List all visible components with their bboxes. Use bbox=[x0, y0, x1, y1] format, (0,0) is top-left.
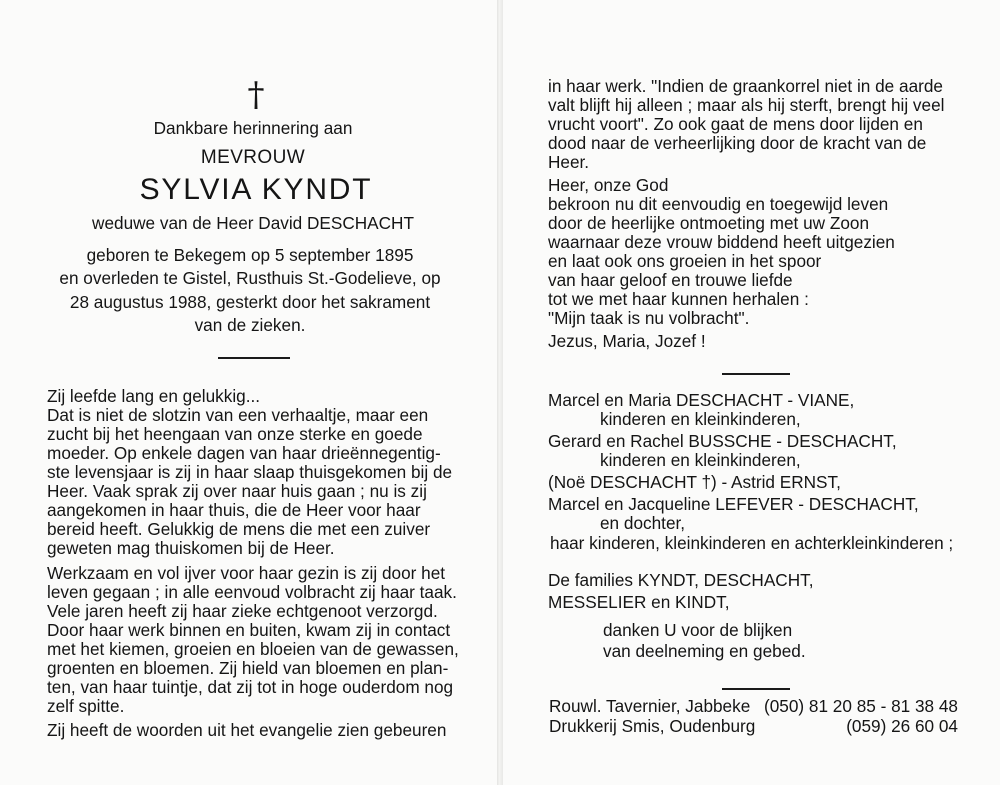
family-line: kinderen en kleinkinderen, bbox=[600, 409, 801, 429]
body-line: Werkzaam en vol ijver voor haar gezin is zij door het bbox=[47, 563, 446, 583]
body-line: in haar werk. "Indien de graankorrel niet in de aarde bbox=[548, 76, 943, 96]
thanks-line: van deelneming en gebed. bbox=[603, 641, 806, 661]
body-line: Zij leefde lang en gelukkig... bbox=[47, 386, 261, 406]
body-line: valt blijft hij alleen ; maar als hij sterft, brengt hij veel bbox=[548, 95, 945, 115]
family-line: en dochter, bbox=[600, 513, 686, 533]
prayer-line: van haar geloof en trouwe liefde bbox=[548, 270, 793, 290]
prayer-line: Heer, onze God bbox=[548, 175, 669, 195]
birth-death-line: geboren te Bekegem op 5 september 1895 bbox=[86, 245, 414, 265]
body-line: dood naar de verheerlijking door de kracht van de bbox=[548, 133, 927, 153]
birth-death-line: 28 augustus 1988, gesterkt door het sakrament bbox=[69, 292, 431, 312]
family-line: Marcel en Jacqueline LEFEVER - DESCHACHT, bbox=[548, 494, 919, 514]
credit-name: Rouwl. Tavernier, Jabbeke bbox=[549, 696, 751, 716]
prayer-line: door de heerlijke ontmoeting met uw Zoon bbox=[548, 213, 870, 233]
body-line: bereid heeft. Gelukkig de mens die met een zuiver bbox=[47, 519, 431, 539]
prayer-line: waarnaar deze vrouw biddend heeft uitgezien bbox=[548, 232, 895, 252]
body-line: groenten en bloemen. Zij hield van bloemen en plan- bbox=[47, 658, 449, 678]
family-line: haar kinderen, kleinkinderen en achterkleinkinderen ; bbox=[550, 533, 954, 553]
birth-death-line: en overleden te Gistel, Rusthuis St.-Godelieve, op bbox=[59, 268, 441, 288]
body-line: met het kiemen, groeien en bloeien van de gewassen, bbox=[47, 639, 459, 659]
prayer-line: bekroon nu dit eenvoudig en toegewijd leven bbox=[548, 194, 889, 214]
credit-name: Drukkerij Smis, Oudenburg bbox=[549, 716, 756, 736]
body-line: leven gegaan ; in alle eenvoud volbracht zij haar taak. bbox=[47, 582, 457, 602]
body-line: geweten mag thuiskomen bij de Heer. bbox=[47, 538, 335, 558]
body-line: zucht bij het heengaan van onze sterke en goede bbox=[47, 424, 423, 444]
families-line: De families KYNDT, DESCHACHT, bbox=[548, 570, 814, 590]
body-line: Dat is niet de slotzin van een verhaaltje, maar een bbox=[47, 405, 429, 425]
families-line: MESSELIER en KINDT, bbox=[548, 592, 730, 612]
body-line: Zij heeft de woorden uit het evangelie zien gebeuren bbox=[47, 720, 447, 740]
body-line: Vele jaren heeft zij haar zieke echtgenoot verzorgd. bbox=[47, 601, 438, 621]
divider bbox=[722, 373, 790, 375]
credit-phone: (050) 81 20 85 - 81 38 48 bbox=[764, 696, 958, 716]
prayer-line: en laat ook ons groeien in het spoor bbox=[548, 251, 822, 271]
prayer-line: Jezus, Maria, Jozef ! bbox=[548, 331, 706, 351]
body-line: vrucht voort". Zo ook gaat de mens door lijden en bbox=[548, 114, 923, 134]
body-line: Heer. Vaak sprak zij over naar huis gaan ; nu is zij bbox=[47, 481, 427, 501]
remembrance-line: Dankbare herinnering aan bbox=[153, 118, 353, 138]
honorific: MEVROUW bbox=[200, 147, 306, 168]
family-line: kinderen en kleinkinderen, bbox=[600, 450, 801, 470]
divider bbox=[722, 688, 790, 690]
prayer-line: tot we met haar kunnen herhalen : bbox=[548, 289, 809, 309]
family-line: (Noë DESCHACHT †) - Astrid ERNST, bbox=[548, 472, 841, 492]
credit-phone: (059) 26 60 04 bbox=[846, 716, 958, 736]
thanks-line: danken U voor de blijken bbox=[603, 620, 793, 640]
deceased-name: SYLVIA KYNDT bbox=[139, 173, 373, 206]
body-line: zelf spitte. bbox=[47, 696, 125, 716]
body-line: aangekomen in haar thuis, die de Heer voor haar bbox=[47, 500, 421, 520]
prayer-line: "Mijn taak is nu volbracht". bbox=[548, 308, 750, 328]
cross-symbol: † bbox=[247, 75, 265, 115]
body-line: ste levensjaar is zij in haar slaap thuisgekomen bij de bbox=[47, 462, 453, 482]
family-line: Marcel en Maria DESCHACHT - VIANE, bbox=[548, 390, 855, 410]
body-line: Heer. bbox=[548, 152, 590, 172]
body-line: moeder. Op enkele dagen van haar drieënnegentig- bbox=[47, 443, 441, 463]
divider bbox=[218, 357, 290, 359]
body-line: Door haar werk binnen en buiten, kwam zij in contact bbox=[47, 620, 451, 640]
body-line: ten, van haar tuintje, dat zij tot in hoge ouderdom nog bbox=[47, 677, 454, 697]
widow-line: weduwe van de Heer David DESCHACHT bbox=[92, 213, 414, 233]
birth-death-line: van de zieken. bbox=[194, 315, 306, 335]
family-line: Gerard en Rachel BUSSCHE - DESCHACHT, bbox=[548, 431, 897, 451]
